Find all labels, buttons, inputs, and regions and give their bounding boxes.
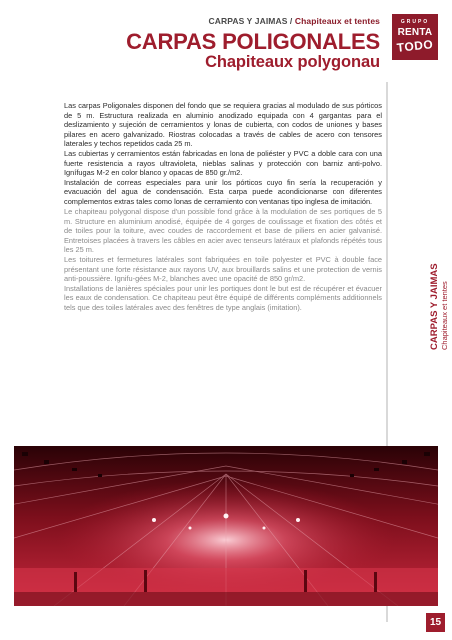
side-section-label xyxy=(430,263,449,350)
page-subtitle: Chapiteaux polygonau xyxy=(205,53,380,71)
section-breadcrumb xyxy=(209,16,381,26)
paragraph-fr-3: Installations de lanières spéciales pour unir les portiques dont le but est de récupérer et évacuer les eaux de condensation. Ce chapiteau peut être équipé de différents compléments additionnels tels que des toiles latérales avec des fenêtres de type anglais (imitation). xyxy=(64,283,382,312)
page-title: CARPAS POLIGONALES xyxy=(126,29,380,54)
breadcrumb-separator: / xyxy=(287,16,295,26)
subsection-label: Chapiteaux et tentes xyxy=(294,16,380,26)
tent-interior-photo xyxy=(14,446,438,606)
description-french xyxy=(64,207,382,313)
page-number: 15 xyxy=(426,613,445,632)
logo-grupo-text: GRUPO xyxy=(400,19,430,25)
paragraph-es-3: Instalación de correas especiales para unir los pórticos cuyo fin sería la recuperación y evacuación del agua de condensación. Esta carpa puede acondicionarse con diferentes complementos extras tales como lonas de cerramiento con ventanas tipo inglesa de imitación. xyxy=(64,177,382,206)
logo-todo-text: TODO xyxy=(396,37,434,55)
side-label-primary: CARPAS Y JAIMAS xyxy=(429,263,440,350)
paragraph-es-1: Las carpas Poligonales disponen del fondo que se requiera gracias al modulado de sus pórticos de 5 m. Estructura realizada en aluminio anodizado equipada con 4 gargantas para el deslizamiento y sujeción de cerramientos y lonas de cubierta, con codos de uniones y bases pilares en acero galvanizado. Riostras colocadas a través de cables de acero con tensores laterales y techos repetidos cada 25 m. xyxy=(64,101,382,149)
description-spanish xyxy=(64,101,382,207)
side-label-secondary: Chapiteaux et tentes xyxy=(440,281,449,350)
paragraph-es-2: Las cubiertas y cerramientos están fabricadas en lona de poliéster y PVC a doble cara con una fuerte resistencia a rayos ultravioleta, nieblas salinas y protección con barniz anti-polvo. Ignífugas M-2 en color blanco y opacas de 850 gr./m2. xyxy=(64,148,382,178)
logo-renta-text: RENTA xyxy=(397,27,433,38)
section-label: CARPAS Y JAIMAS xyxy=(208,16,288,26)
brand-logo xyxy=(392,14,438,60)
paragraph-fr-1: Le chapiteau polygonal dispose d'un possible fond grâce à la modulation de ses portiques de 5 m. Structure en aluminium anodisé, équipée de 4 gorges de coulissage et fixation des côtés et de toiles pour la toiture, avec coudes de raccordement et base de piliers en acier galvanisé. Entretoises placées à travers les câbles en acier avec tenseurs latéraux et plafonds répétés tous les 25 m. xyxy=(64,207,382,255)
paragraph-fr-2: Les toitures et fermetures latérales sont fabriquées en toile polyester et PVC à double face présentant une forte résistance aux rayons UV, aux brouillards salins et une protection de vernis anti-poussière. Ignifu-gées M-2, blanches avec une opacité de 850 gr/m2. xyxy=(64,254,382,284)
